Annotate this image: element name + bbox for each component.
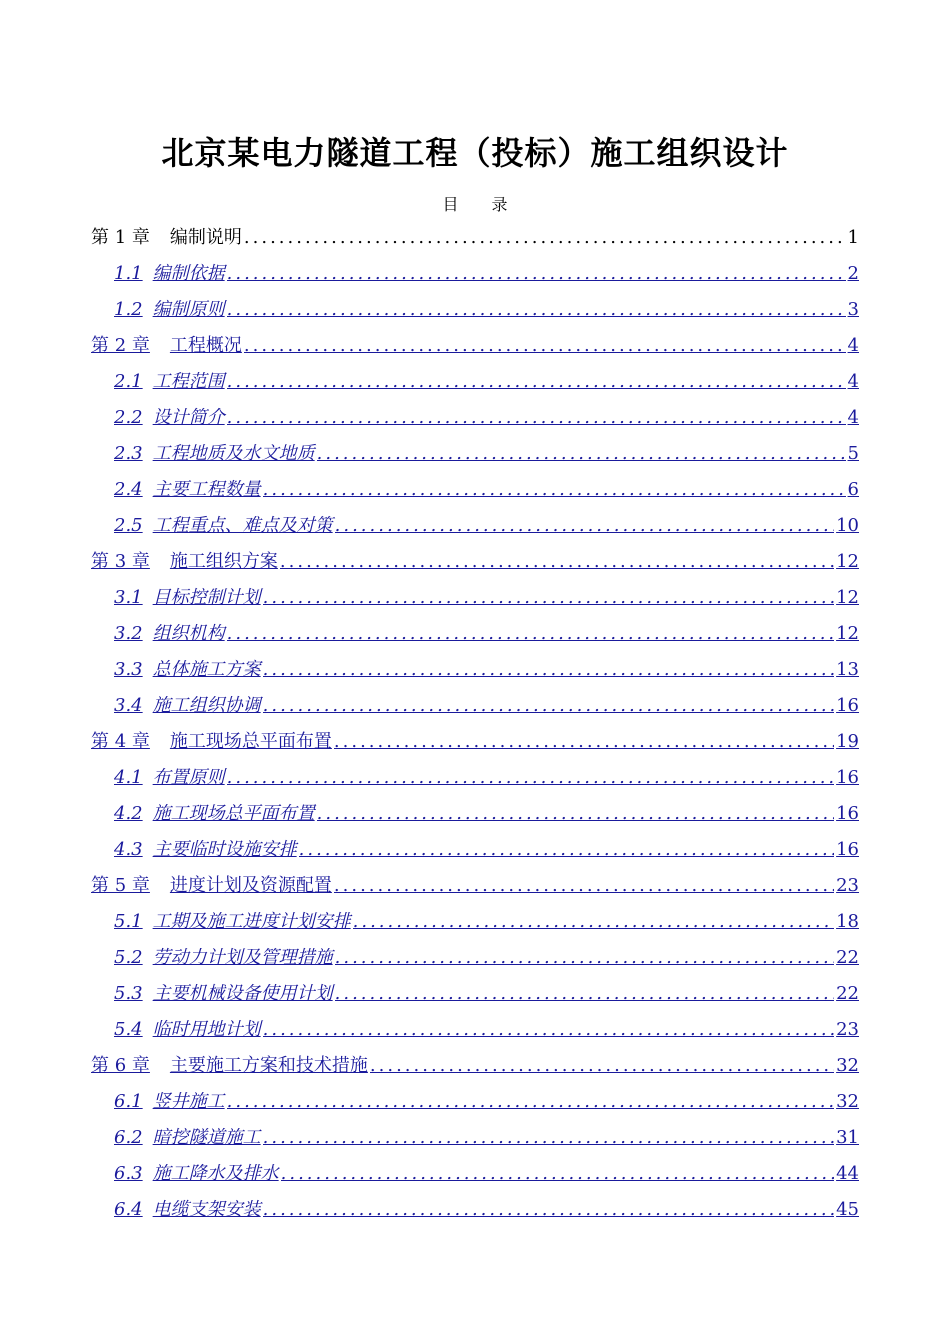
toc-section-entry[interactable] [114, 764, 859, 792]
toc-entry-number: 6.2 [114, 1127, 143, 1148]
toc-entry-title: 目标控制计划 [152, 587, 261, 608]
toc-section-entry[interactable] [114, 908, 859, 936]
toc-entry-number: 5.2 [114, 947, 143, 968]
toc-entry-number: 1.2 [114, 299, 143, 320]
toc-page-number: 4 [847, 335, 859, 356]
toc-entry-title: 编制说明 [169, 227, 242, 248]
toc-entry-title: 施工组织协调 [152, 695, 261, 716]
toc-dot-leader [244, 332, 846, 360]
toc-entry-number: 5.3 [114, 983, 143, 1004]
toc-dot-leader [317, 800, 834, 828]
toc-entry-number: 6.1 [114, 1091, 143, 1112]
toc-section-entry[interactable] [114, 296, 859, 324]
toc-page-number: 32 [836, 1055, 859, 1076]
toc-entry-title: 施工降水及排水 [152, 1163, 279, 1184]
toc-section-entry[interactable] [114, 620, 859, 648]
toc-page-number: 19 [836, 731, 859, 752]
toc-page-number: 1 [847, 227, 859, 248]
toc-dot-leader [335, 512, 834, 540]
toc-section-entry[interactable] [114, 260, 859, 288]
toc-entry-title: 临时用地计划 [152, 1019, 261, 1040]
toc-section-entry[interactable] [114, 440, 859, 468]
toc-dot-leader [335, 980, 834, 1008]
toc-heading: 目 录 [442, 195, 508, 214]
toc-dot-leader [334, 872, 834, 900]
toc-chapter-entry[interactable] [91, 332, 859, 360]
toc-page-number: 22 [836, 947, 859, 968]
toc-entry-number: 3.1 [114, 587, 143, 608]
toc-page-number: 13 [836, 659, 859, 680]
toc-section-entry[interactable] [114, 404, 859, 432]
toc-entry-title: 施工现场总平面布置 [152, 803, 315, 824]
toc-page-number: 3 [847, 299, 859, 320]
toc-entry-number: 3.4 [114, 695, 143, 716]
toc-dot-leader [299, 836, 834, 864]
toc-section-entry[interactable] [114, 512, 859, 540]
toc-page-number: 4 [847, 371, 859, 392]
toc-page-number: 44 [836, 1163, 859, 1184]
toc-entry-number: 第 6 章 [91, 1055, 150, 1076]
toc-dot-leader [227, 296, 846, 324]
toc-entry-title: 工程范围 [152, 371, 225, 392]
toc-entry-title: 竖井施工 [152, 1091, 225, 1112]
toc-dot-leader [227, 260, 846, 288]
toc-entry-number: 6.3 [114, 1163, 143, 1184]
toc-section-entry[interactable] [114, 1160, 859, 1188]
toc-dot-leader [335, 944, 834, 972]
toc-entry-number: 第 1 章 [91, 227, 150, 248]
toc-dot-leader [227, 1088, 834, 1116]
toc-page-number: 4 [847, 407, 859, 428]
toc-page-number: 10 [836, 515, 859, 536]
toc-dot-leader [317, 440, 846, 468]
document-title: 北京某电力隧道工程（投标）施工组织设计 [161, 134, 789, 172]
toc-entry-title: 施工现场总平面布置 [169, 731, 332, 752]
toc-section-entry[interactable] [114, 368, 859, 396]
toc-entry-title: 工程地质及水文地质 [152, 443, 315, 464]
toc-entry-number: 4.1 [114, 767, 143, 788]
toc-entry-title: 编制原则 [152, 299, 225, 320]
toc-entry-title: 总体施工方案 [152, 659, 261, 680]
toc-entry-number: 6.4 [114, 1199, 143, 1220]
toc-section-entry[interactable] [114, 800, 859, 828]
toc-entry-number: 4.2 [114, 803, 143, 824]
toc-entry-number: 3.2 [114, 623, 143, 644]
toc-page-number: 16 [836, 839, 859, 860]
toc-entry-title: 组织机构 [152, 623, 225, 644]
toc-entry-title: 主要临时设施安排 [152, 839, 297, 860]
toc-page-number: 2 [847, 263, 859, 284]
toc-entry-title: 主要工程数量 [152, 479, 261, 500]
toc-page-number: 31 [836, 1127, 859, 1148]
toc-entry-title: 设计简介 [152, 407, 225, 428]
toc-section-entry[interactable] [114, 584, 859, 612]
toc-page-number: 45 [836, 1199, 859, 1220]
toc-entry-number: 5.4 [114, 1019, 143, 1040]
toc-dot-leader [263, 584, 834, 612]
toc-entry-title: 主要施工方案和技术措施 [169, 1055, 368, 1076]
toc-section-entry[interactable] [114, 476, 859, 504]
toc-entry-number: 2.2 [114, 407, 143, 428]
toc-entry-number: 4.3 [114, 839, 143, 860]
toc-entry-title: 主要机械设备使用计划 [152, 983, 333, 1004]
toc-dot-leader [353, 908, 834, 936]
toc-entry-title: 施工组织方案 [169, 551, 278, 572]
toc-entry-number: 2.4 [114, 479, 143, 500]
toc-dot-leader [244, 224, 846, 252]
toc-page-number: 12 [836, 551, 859, 572]
toc-chapter-entry[interactable] [91, 548, 859, 576]
toc-page-number: 32 [836, 1091, 859, 1112]
toc-dot-leader [263, 1016, 834, 1044]
toc-dot-leader [280, 548, 834, 576]
toc-dot-leader [370, 1052, 834, 1080]
toc-dot-leader [263, 656, 834, 684]
toc-page-number: 23 [836, 1019, 859, 1040]
toc-dot-leader [227, 764, 834, 792]
toc-page-number: 6 [847, 479, 859, 500]
toc-section-entry[interactable] [114, 1124, 859, 1152]
toc-entry-title: 工程重点、难点及对策 [152, 515, 333, 536]
toc-page-number: 16 [836, 767, 859, 788]
toc-dot-leader [263, 692, 834, 720]
toc-page-number: 18 [836, 911, 859, 932]
toc-entry-title: 工程概况 [169, 335, 242, 356]
toc-dot-leader [227, 620, 834, 648]
toc-dot-leader [263, 476, 846, 504]
toc-section-entry[interactable] [114, 1088, 859, 1116]
toc-entry-number: 5.1 [114, 911, 143, 932]
toc-entry-number: 3.3 [114, 659, 143, 680]
toc-entry-number: 第 2 章 [91, 335, 150, 356]
toc-entry-title: 进度计划及资源配置 [169, 875, 332, 896]
toc-section-entry[interactable] [114, 1196, 859, 1224]
toc-section-entry[interactable] [114, 944, 859, 972]
toc-entry-title: 布置原则 [152, 767, 225, 788]
toc-page-number: 12 [836, 587, 859, 608]
toc-entry-number: 第 3 章 [91, 551, 150, 572]
toc-entry-title: 电缆支架安装 [152, 1199, 261, 1220]
toc-dot-leader [227, 404, 846, 432]
toc-page-number: 16 [836, 695, 859, 716]
toc-dot-leader [281, 1160, 834, 1188]
toc-entry-number: 1.1 [114, 263, 143, 284]
toc-entry-number: 第 4 章 [91, 731, 150, 752]
toc-chapter-entry[interactable] [91, 224, 859, 252]
toc-chapter-entry[interactable] [91, 728, 859, 756]
toc-dot-leader [263, 1124, 834, 1152]
toc-entry-title: 劳动力计划及管理措施 [152, 947, 333, 968]
toc-section-entry[interactable] [114, 656, 859, 684]
toc-section-entry[interactable] [114, 836, 859, 864]
toc-page-number: 12 [836, 623, 859, 644]
toc-entry-title: 暗挖隧道施工 [152, 1127, 261, 1148]
toc-entry-number: 2.5 [114, 515, 143, 536]
toc-entry-number: 2.3 [114, 443, 143, 464]
toc-dot-leader [334, 728, 834, 756]
toc-entry-number: 第 5 章 [91, 875, 150, 896]
toc-section-entry[interactable] [114, 692, 859, 720]
toc-page-number: 5 [847, 443, 859, 464]
toc-dot-leader [227, 368, 846, 396]
toc-section-entry[interactable] [114, 1016, 859, 1044]
toc-chapter-entry[interactable] [91, 1052, 859, 1080]
toc-dot-leader [263, 1196, 834, 1224]
toc-entry-title: 工期及施工进度计划安排 [152, 911, 351, 932]
toc-chapter-entry[interactable] [91, 872, 859, 900]
toc-page-number: 23 [836, 875, 859, 896]
toc-page-number: 16 [836, 803, 859, 824]
toc-section-entry[interactable] [114, 980, 859, 1008]
toc-entry-number: 2.1 [114, 371, 143, 392]
toc-entry-title: 编制依据 [152, 263, 225, 284]
toc-page-number: 22 [836, 983, 859, 1004]
